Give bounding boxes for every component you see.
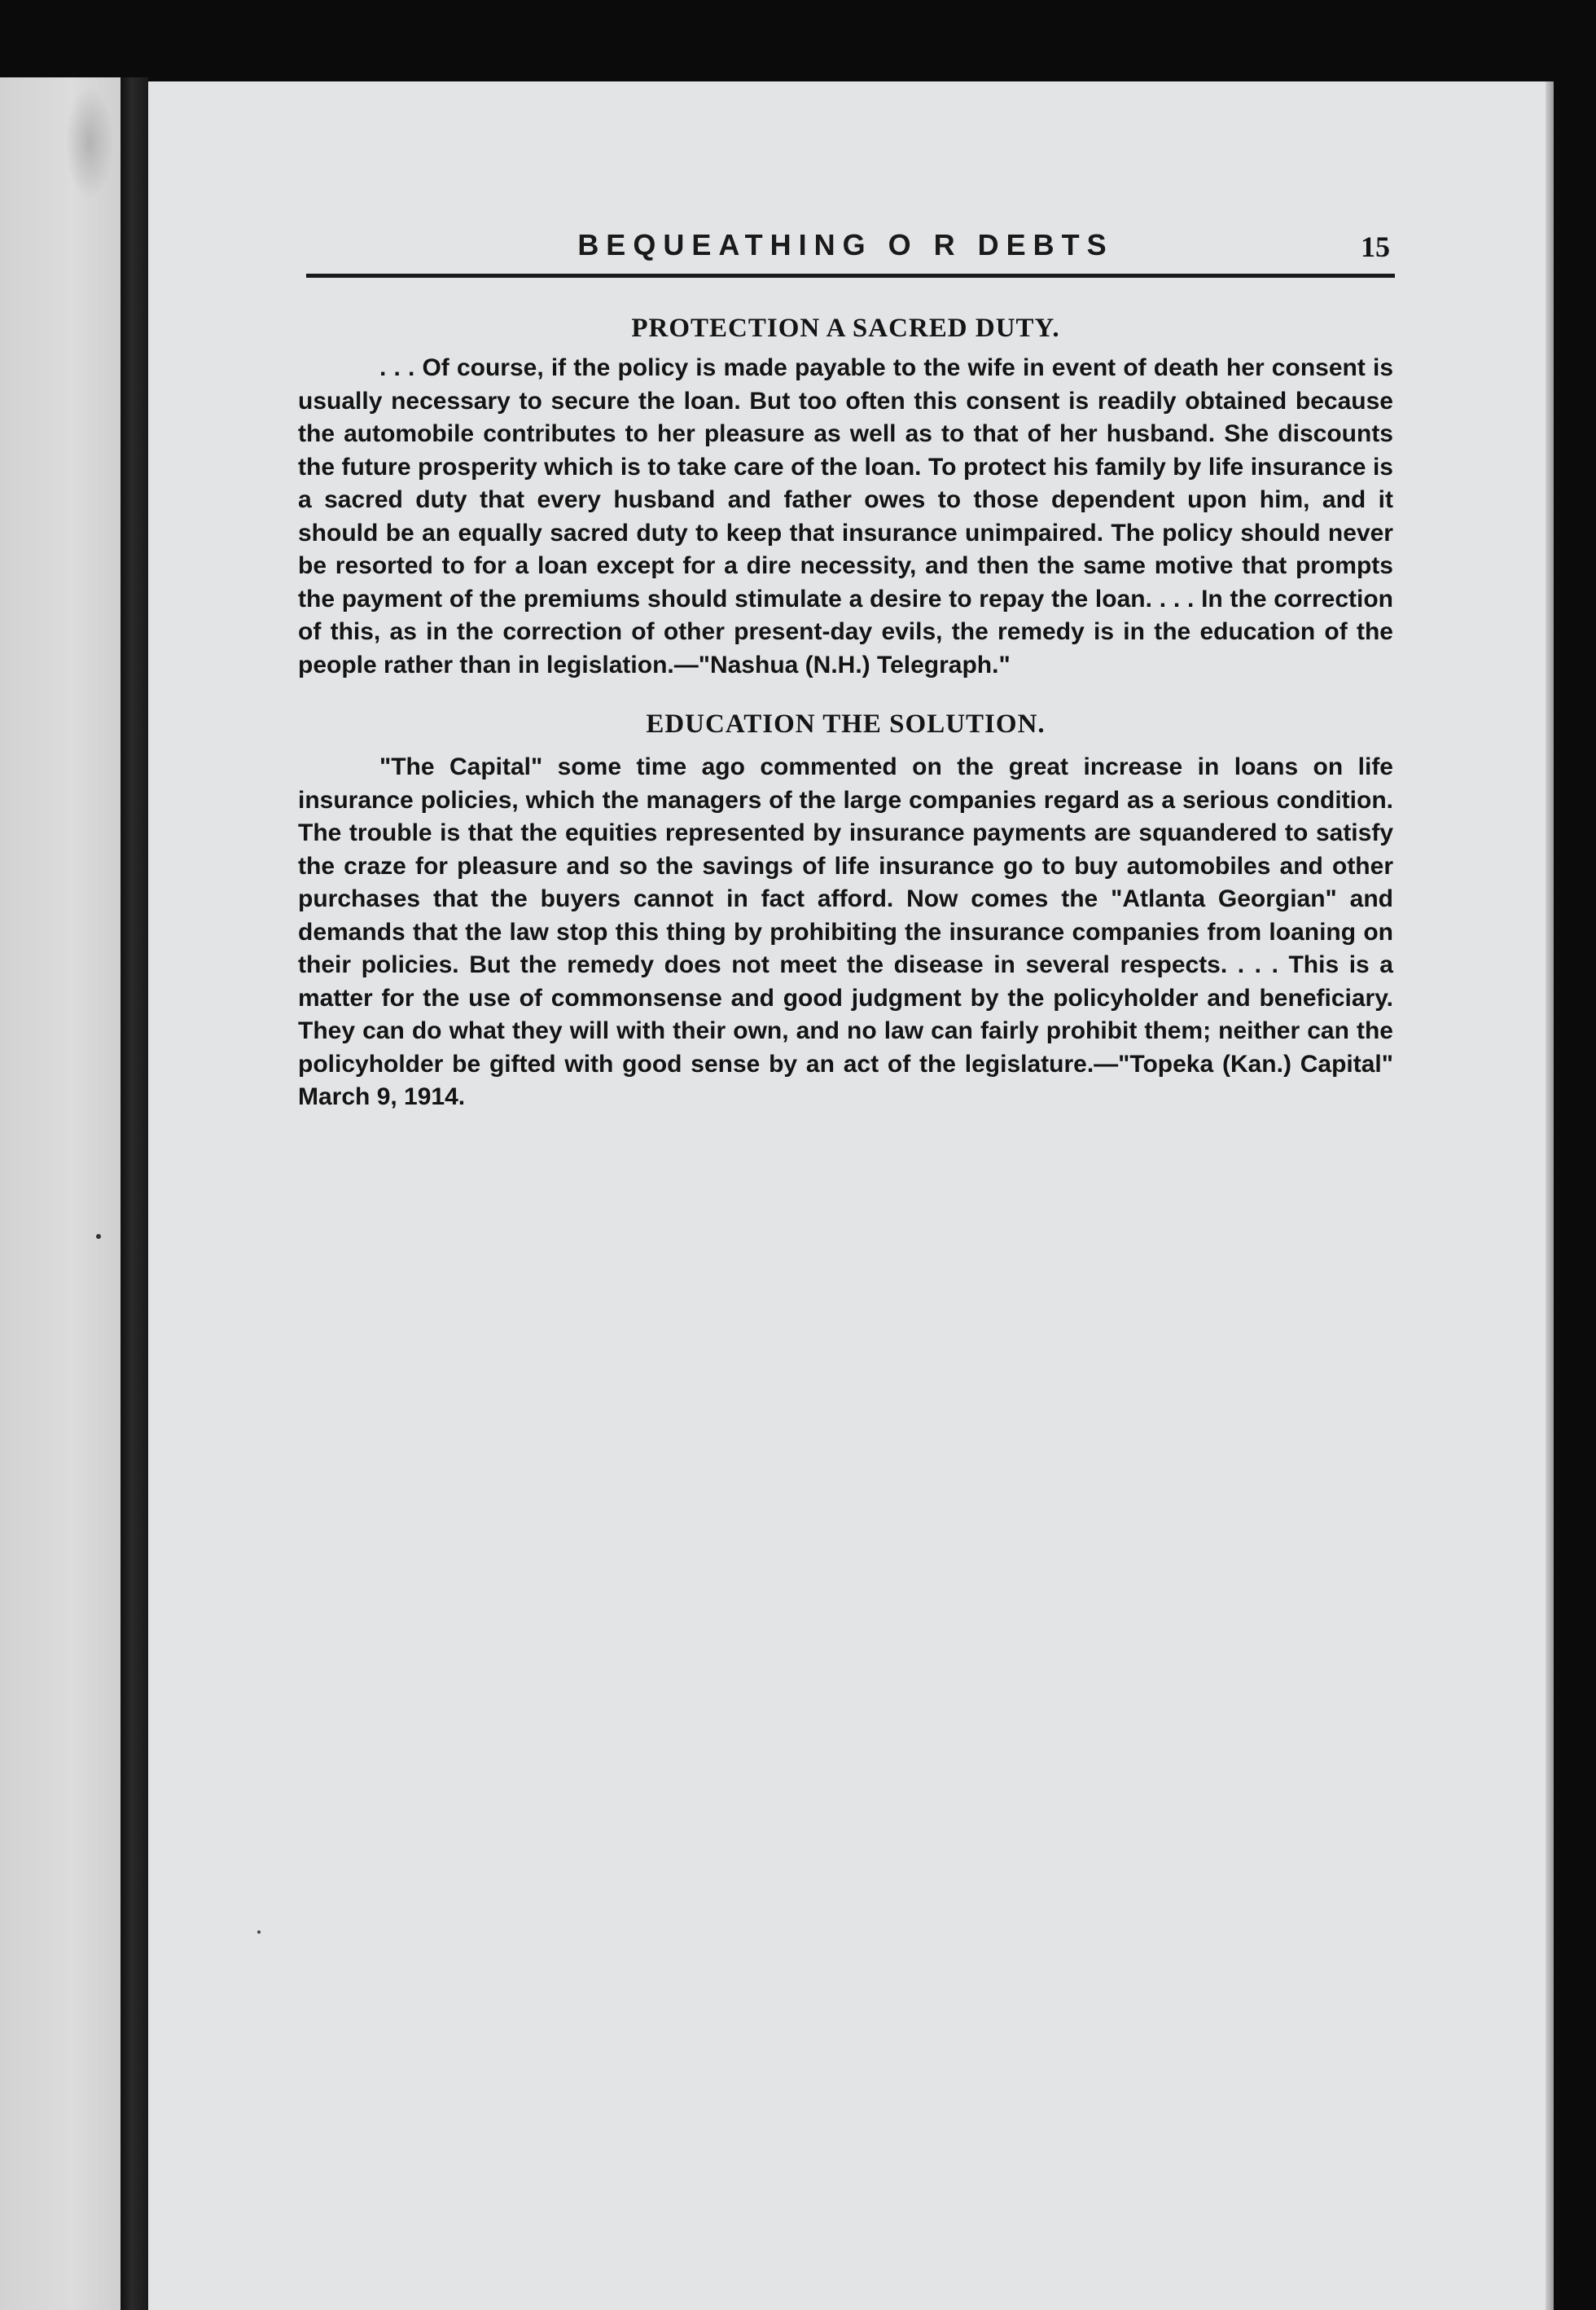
- page-speck: [257, 1930, 261, 1934]
- page-stain: [65, 86, 114, 200]
- page-edge: [1546, 81, 1554, 2310]
- page-speck: [96, 1234, 101, 1239]
- section-heading: EDUCATION THE SOLUTION.: [646, 709, 1046, 739]
- section-paragraph: "The Capital" some time ago commented on the great increase in loans on life insurance policies, which the managers of the large companies regard as a serious condition. The trouble is that the equities represented by insurance payments are squandered to satisfy the craze for pleasure and so the savings of life insurance go to buy automobiles and other purchases that the buyers cannot in fact afford. Now comes the "Atlanta Georgian" and demands that the law stop this thing by prohibiting the insurance companies from loaning on their policies. But the remedy does not meet the disease in several respects. . . . This is a matter for the use of commonsense and good judgment by the policyholder and beneficiary. They can do what they will with their own, and no law can fairly prohibit them; neither can the policyholder be gifted with good sense by an act of the legislature.—"Topeka (Kan.) Capital" March 9, 1914.: [298, 753, 1393, 1110]
- facing-page-margin: [0, 77, 121, 2310]
- section-heading: PROTECTION A SACRED DUTY.: [631, 314, 1060, 343]
- running-head-title: BEQUEATHING O R DEBTS: [577, 228, 1114, 261]
- scan-border: [1554, 81, 1596, 2310]
- book-spine: [121, 77, 148, 2310]
- running-head: [298, 228, 1393, 267]
- header-rule: [306, 274, 1395, 278]
- page-content: [298, 228, 1393, 1114]
- page-number: 15: [1361, 231, 1390, 263]
- section-paragraph: . . . Of course, if the policy is made payable to the wife in event of death her consent is usually necessary to secure the loan. But too often this consent is readily obtained because the automobile contributes to her pleasure as well as to that of her husband. She discounts the future prosperity which is to take care of the loan. To protect his family by life insurance is a sacred duty that every husband and father owes to those dependent upon him, and it should be an equally sacred duty to keep that insurance unimpaired. The policy should never be resorted to for a loan except for a dire necessity, and then the same motive that prompts the payment of the premiums should stimulate a desire to repay the loan. . . . In the correction of this, as in the correction of other present-day evils, the remedy is in the education of the people rather than in legislation.—"Nashua (N.H.) Telegraph.": [298, 354, 1393, 679]
